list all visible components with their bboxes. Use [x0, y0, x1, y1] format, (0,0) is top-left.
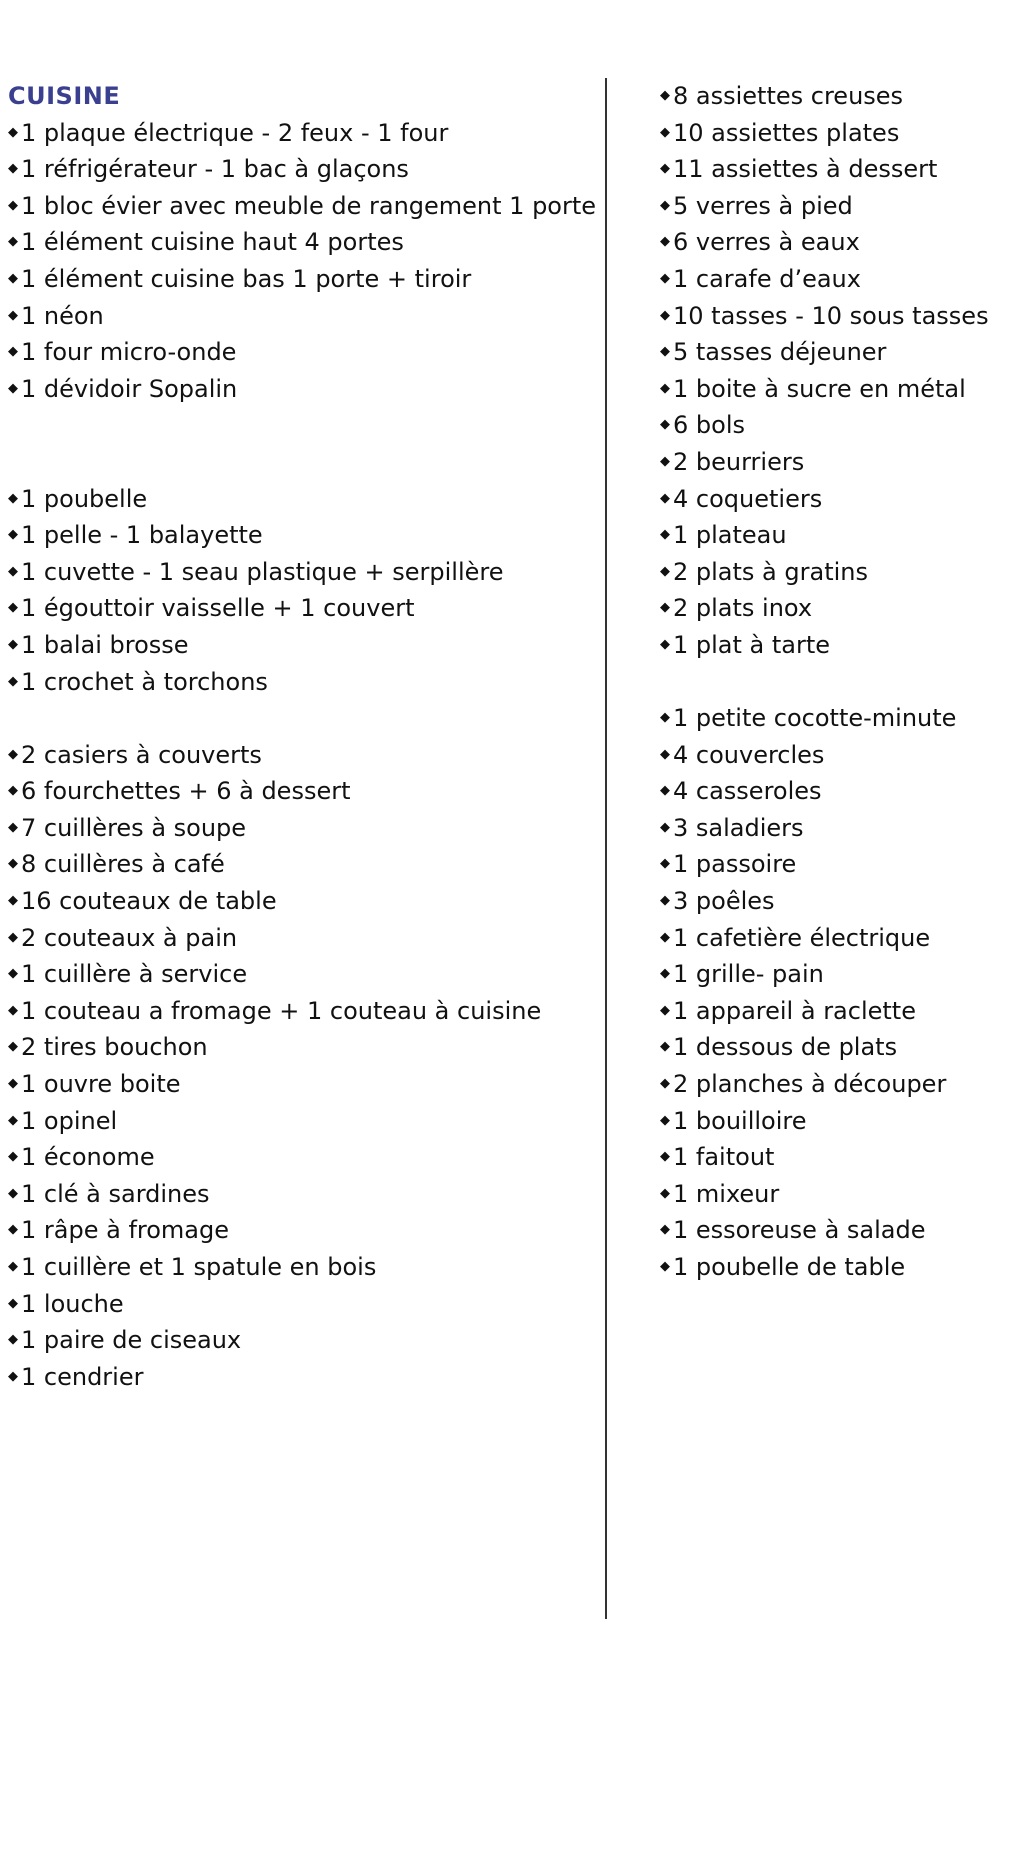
list-item-label: 3 saladiers: [673, 813, 804, 842]
bullet-icon: ◆: [660, 344, 670, 360]
list-item: [8, 773, 596, 810]
list-item: [660, 590, 989, 627]
bullet-icon: ◆: [8, 1039, 18, 1055]
bullet-icon: ◆: [660, 527, 670, 543]
list-item: [8, 1176, 596, 1213]
list-item: [8, 554, 596, 591]
list-item: [8, 1286, 596, 1323]
bullet-icon: ◆: [8, 1332, 18, 1348]
list-item-label: 11 assiettes à dessert: [673, 155, 938, 184]
list-item-label: 1 élément cuisine haut 4 portes: [21, 228, 404, 257]
bullet-icon: ◆: [660, 124, 670, 140]
list-item-label: 1 passoire: [673, 850, 797, 879]
list-item: [660, 298, 989, 335]
bullet-icon: ◆: [660, 856, 670, 872]
right-group-cookware: [660, 700, 989, 1286]
bullet-icon: ◆: [660, 893, 670, 909]
list-item-label: 1 plateau: [673, 521, 787, 550]
list-item: [8, 1029, 596, 1066]
bullet-icon: ◆: [660, 636, 670, 652]
list-item: [660, 115, 989, 152]
list-item-label: 4 casseroles: [673, 777, 822, 806]
bullet-icon: ◆: [660, 1002, 670, 1018]
list-item-label: 1 dessous de plats: [673, 1033, 898, 1062]
list-item: [660, 371, 989, 408]
list-item-label: 8 assiettes creuses: [673, 82, 904, 110]
bullet-icon: ◆: [660, 380, 670, 396]
list-item: [8, 590, 596, 627]
list-item-label: 1 élément cuisine bas 1 porte + tiroir: [21, 264, 472, 293]
bullet-icon: ◆: [8, 1295, 18, 1311]
list-item: [660, 956, 989, 993]
list-item-label: 1 bouilloire: [673, 1106, 807, 1135]
list-item-label: 1 petite cocotte-minute: [673, 704, 957, 733]
bullet-icon: ◆: [8, 124, 18, 140]
list-item-label: 1 dévidoir Sopalin: [21, 374, 238, 403]
list-item: [8, 920, 596, 957]
list-item-label: 2 plats à gratins: [673, 557, 868, 586]
list-item: [8, 627, 596, 664]
bullet-icon: ◆: [660, 417, 670, 433]
list-item-label: 1 cuvette - 1 seau plastique + serpillère: [21, 557, 504, 586]
list-item-label: 4 couvercles: [673, 740, 825, 769]
bullet-icon: ◆: [8, 966, 18, 982]
bullet-icon: ◆: [8, 307, 18, 323]
list-item-label: 1 boite à sucre en métal: [673, 374, 966, 403]
list-item-label: 1 appareil à raclette: [673, 996, 916, 1025]
list-item: [8, 846, 596, 883]
spacer: [8, 700, 596, 737]
list-item-label: 4 coquetiers: [673, 484, 823, 513]
list-item-label: 6 verres à eaux: [673, 228, 860, 257]
list-item-label: 7 cuillères à soupe: [21, 813, 247, 842]
list-item: [8, 188, 596, 225]
list-item-label: 1 égouttoir vaisselle + 1 couvert: [21, 594, 415, 623]
list-item: [8, 1139, 596, 1176]
left-group-appliances: [8, 115, 596, 408]
spacer: [8, 407, 596, 480]
bullet-icon: ◆: [8, 1076, 18, 1092]
bullet-icon: ◆: [8, 746, 18, 762]
list-item-label: 2 plats inox: [673, 594, 813, 623]
list-item: [8, 151, 596, 188]
list-item: [8, 993, 596, 1030]
bullet-icon: ◆: [660, 929, 670, 945]
bullet-icon: ◆: [660, 1222, 670, 1238]
left-group-cleaning: [8, 481, 596, 701]
bullet-icon: ◆: [660, 783, 670, 799]
list-item-label: 1 néon: [21, 301, 104, 330]
list-item: [660, 481, 989, 518]
list-item: [660, 517, 989, 554]
list-item-label: 1 clé à sardines: [21, 1179, 210, 1208]
bullet-icon: ◆: [8, 636, 18, 652]
bullet-icon: ◆: [8, 1185, 18, 1201]
list-item: [660, 737, 989, 774]
list-item: [660, 1066, 989, 1103]
list-item-label: 16 couteaux de table: [21, 887, 277, 916]
list-item: [660, 188, 989, 225]
list-item-label: 3 poêles: [673, 887, 775, 916]
list-item-label: 1 poubelle de table: [673, 1253, 906, 1281]
list-item-label: 8 cuillères à café: [21, 850, 225, 879]
list-item-label: 1 bloc évier avec meuble de rangement 1 porte: [21, 191, 597, 220]
bullet-icon: ◆: [660, 710, 670, 726]
list-item-label: 1 carafe d’eaux: [673, 264, 861, 293]
list-item-label: 2 tires bouchon: [21, 1033, 208, 1062]
list-item: [660, 1212, 989, 1249]
bullet-icon: ◆: [660, 1076, 670, 1092]
list-item: [8, 1103, 596, 1140]
list-item-label: 1 cendrier: [21, 1362, 144, 1391]
bullet-icon: ◆: [8, 673, 18, 689]
bullet-icon: ◆: [8, 270, 18, 286]
list-item-label: 6 bols: [673, 411, 745, 440]
list-item: [660, 444, 989, 481]
list-item-label: 1 cafetière électrique: [673, 923, 931, 952]
list-item-label: 1 cuillère à service: [21, 960, 248, 989]
list-item: [660, 810, 989, 847]
list-item: [660, 627, 989, 664]
list-item-label: 10 assiettes plates: [673, 118, 900, 147]
list-item-label: 1 essoreuse à salade: [673, 1216, 926, 1245]
list-item: [660, 261, 989, 298]
list-item-label: 1 plat à tarte: [673, 630, 831, 659]
list-item-label: 2 beurriers: [673, 447, 805, 476]
left-column: [8, 78, 596, 1395]
list-item: [660, 993, 989, 1030]
list-item: [8, 334, 596, 371]
list-item: [8, 1359, 596, 1396]
bullet-icon: ◆: [660, 161, 670, 177]
bullet-icon: ◆: [660, 966, 670, 982]
list-item: [660, 846, 989, 883]
bullet-icon: ◆: [8, 1259, 18, 1274]
list-item-label: 1 four micro-onde: [21, 338, 237, 367]
bullet-icon: ◆: [8, 197, 18, 213]
list-item-label: 1 poubelle: [21, 484, 148, 513]
bullet-icon: ◆: [660, 307, 670, 323]
bullet-icon: ◆: [660, 1149, 670, 1165]
bullet-icon: ◆: [660, 746, 670, 762]
bullet-icon: ◆: [8, 819, 18, 835]
bullet-icon: ◆: [8, 1002, 18, 1018]
bullet-icon: ◆: [660, 88, 670, 103]
list-item: [8, 883, 596, 920]
bullet-icon: ◆: [8, 563, 18, 579]
bullet-icon: ◆: [8, 1112, 18, 1128]
list-item-label: 1 ouvre boite: [21, 1070, 181, 1099]
list-item: [660, 773, 989, 810]
list-item: [660, 1103, 989, 1140]
list-item: [660, 1249, 989, 1286]
list-item-label: 1 paire de ciseaux: [21, 1326, 242, 1355]
list-item: [8, 1249, 596, 1286]
list-item: [8, 517, 596, 554]
bullet-icon: ◆: [660, 197, 670, 213]
list-item: [660, 1029, 989, 1066]
bullet-icon: ◆: [8, 344, 18, 360]
list-item: [8, 1322, 596, 1359]
list-item-label: 1 mixeur: [673, 1179, 780, 1208]
left-group-utensils: [8, 737, 596, 1396]
list-item-label: 1 réfrigérateur - 1 bac à glaçons: [21, 155, 409, 184]
list-item-label: 2 couteaux à pain: [21, 923, 238, 952]
bullet-icon: ◆: [660, 453, 670, 469]
bullet-icon: ◆: [8, 527, 18, 543]
list-item-label: 1 louche: [21, 1289, 124, 1318]
list-item-label: 2 casiers à couverts: [21, 740, 262, 769]
bullet-icon: ◆: [660, 1259, 670, 1274]
list-item: [8, 1066, 596, 1103]
list-item-label: 10 tasses - 10 sous tasses: [673, 301, 989, 330]
bullet-icon: ◆: [8, 783, 18, 799]
list-item-label: 5 tasses déjeuner: [673, 338, 887, 367]
list-item: [8, 737, 596, 774]
list-item: [8, 810, 596, 847]
list-item: [660, 334, 989, 371]
list-item-label: 2 planches à découper: [673, 1070, 947, 1099]
list-item: [8, 1212, 596, 1249]
list-item: [660, 407, 989, 444]
list-item: [8, 371, 596, 408]
bullet-icon: ◆: [660, 270, 670, 286]
list-item-label: 1 opinel: [21, 1106, 118, 1135]
list-item: [8, 956, 596, 993]
list-item: [660, 920, 989, 957]
list-item-label: 1 plaque électrique - 2 feux - 1 four: [21, 118, 449, 147]
column-divider: [605, 78, 607, 1619]
bullet-icon: ◆: [8, 929, 18, 945]
spacer: [660, 664, 989, 701]
list-item: [8, 298, 596, 335]
list-item: [660, 1139, 989, 1176]
right-group-tableware: [660, 78, 989, 664]
bullet-icon: ◆: [8, 161, 18, 177]
list-item: [8, 664, 596, 701]
list-item-label: 1 couteau a fromage + 1 couteau à cuisine: [21, 996, 542, 1025]
list-item-label: 1 économe: [21, 1143, 155, 1172]
list-item: [8, 261, 596, 298]
bullet-icon: ◆: [8, 1222, 18, 1238]
list-item: [660, 1176, 989, 1213]
bullet-icon: ◆: [660, 1112, 670, 1128]
bullet-icon: ◆: [660, 490, 670, 506]
list-item-label: 1 cuillère et 1 spatule en bois: [21, 1253, 377, 1281]
list-item-label: 1 crochet à torchons: [21, 667, 268, 696]
bullet-icon: ◆: [8, 380, 18, 396]
list-item-label: 1 râpe à fromage: [21, 1216, 229, 1245]
bullet-icon: ◆: [660, 1039, 670, 1055]
bullet-icon: ◆: [8, 234, 18, 250]
list-item: [8, 115, 596, 152]
section-heading: CUISINE: [8, 82, 121, 110]
list-item-label: 1 grille- pain: [673, 960, 824, 989]
bullet-icon: ◆: [8, 893, 18, 909]
bullet-icon: ◆: [8, 856, 18, 872]
bullet-icon: ◆: [8, 600, 18, 616]
bullet-icon: ◆: [8, 1149, 18, 1165]
list-item: [660, 151, 989, 188]
right-column: [660, 78, 989, 1286]
list-item-label: 1 pelle - 1 balayette: [21, 521, 263, 550]
list-item-label: 1 faitout: [673, 1143, 775, 1172]
list-item: [8, 481, 596, 518]
list-item-label: 1 balai brosse: [21, 630, 189, 659]
list-item: [660, 224, 989, 261]
list-item: [660, 700, 989, 737]
list-item: [660, 883, 989, 920]
list-item-label: 5 verres à pied: [673, 191, 853, 220]
bullet-icon: ◆: [660, 1185, 670, 1201]
list-item: [8, 224, 596, 261]
bullet-icon: ◆: [660, 234, 670, 250]
bullet-icon: ◆: [660, 819, 670, 835]
bullet-icon: ◆: [660, 563, 670, 579]
list-item: [660, 554, 989, 591]
bullet-icon: ◆: [8, 490, 18, 506]
bullet-icon: ◆: [660, 600, 670, 616]
list-item: [660, 78, 989, 115]
list-item-label: 6 fourchettes + 6 à dessert: [21, 777, 351, 806]
bullet-icon: ◆: [8, 1368, 18, 1384]
